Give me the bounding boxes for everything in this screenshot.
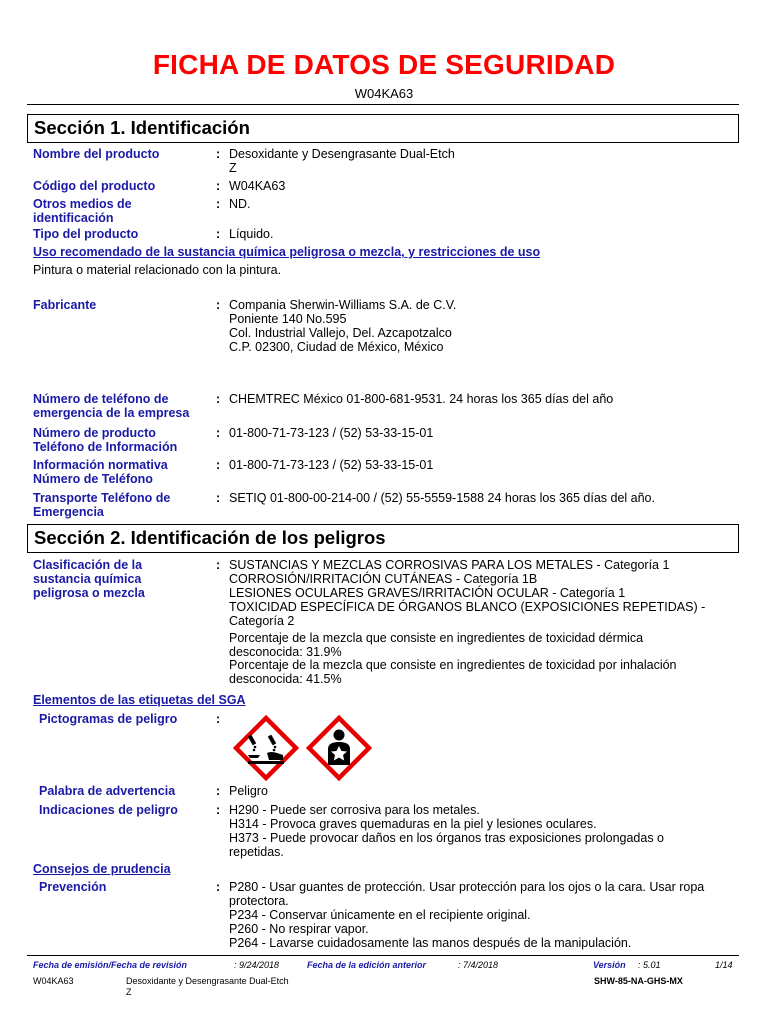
corrosion-icon — [233, 715, 299, 781]
issue-date-label: Fecha de emisión/Fecha de revisión — [33, 960, 188, 970]
info-phone-value: 01-800-71-73-123 / (52) 53-33-15-01 — [229, 426, 434, 440]
footer-divider — [27, 955, 739, 956]
version-value: : 5.01 — [638, 960, 661, 970]
colon: : — [216, 426, 221, 440]
colon: : — [216, 197, 221, 211]
classification-label: Clasificación de la sustancia química peligrosa o mezcla — [33, 558, 145, 600]
signal-word-value: Peligro — [229, 784, 268, 798]
previous-date-label: Fecha de la edición anterior — [307, 960, 427, 970]
footer-product-name: Desoxidante y Desengrasante Dual-Etch Z — [126, 976, 289, 997]
colon: : — [216, 392, 221, 406]
section-2-heading: Sección 2. Identificación de los peligros — [27, 524, 739, 553]
manufacturer-value: Compania Sherwin-Williams S.A. de C.V. Poniente 140 No.595 Col. Industrial Vallejo, Del. Azcapotzalco C.P. 02300, Ciudad de México, México — [229, 298, 457, 354]
header-divider — [27, 104, 739, 105]
document-title: FICHA DE DATOS DE SEGURIDAD — [152, 49, 616, 80]
colon: : — [216, 179, 221, 193]
colon: : — [216, 712, 221, 726]
product-name-label: Nombre del producto — [33, 147, 160, 161]
product-code-value: W04KA63 — [229, 179, 286, 193]
colon: : — [216, 784, 221, 798]
regulatory-phone-label: Información normativa Número de Teléfono — [33, 458, 168, 486]
product-type-label: Tipo del producto — [33, 227, 139, 241]
recommended-use-text: Pintura o material relacionado con la pintura. — [33, 263, 282, 277]
prevention-value: P280 - Usar guantes de protección. Usar protección para los ojos o la cara. Usar ropa protectora. P234 - Conservar únicamente en el recipiente original. P260 - No respirar vapor. P264 - Lavarse cuidadosamente las manos después de la manipulación. — [229, 880, 705, 950]
prevention-label: Prevención — [39, 880, 107, 894]
health-hazard-icon — [306, 715, 372, 781]
product-name-value: Desoxidante y Desengrasante Dual-Etch Z — [229, 147, 455, 175]
hazard-statements-label: Indicaciones de peligro — [39, 803, 178, 817]
section-1-heading: Sección 1. Identificación — [27, 114, 739, 143]
dermal-toxicity-text: Porcentaje de la mezcla que consiste en ingredientes de toxicidad dérmica desconocida: 31.9% — [229, 631, 644, 659]
footer-document-id: SHW-85-NA-GHS-MX — [594, 976, 683, 986]
info-phone-label: Número de producto Teléfono de Información — [33, 426, 178, 454]
emergency-phone-value: CHEMTREC México 01-800-681-9531. 24 horas los 365 días del año — [229, 392, 614, 406]
colon: : — [216, 298, 221, 312]
footer-code: W04KA63 — [33, 976, 74, 986]
product-code-label: Código del producto — [33, 179, 156, 193]
colon: : — [216, 880, 221, 894]
colon: : — [216, 458, 221, 472]
transport-phone-value: SETIQ 01-800-00-214-00 / (52) 55-5559-1588 24 horas los 365 días del año. — [229, 491, 655, 505]
colon: : — [216, 147, 221, 161]
emergency-phone-label: Número de teléfono de emergencia de la empresa — [33, 392, 190, 420]
issue-date-value: : 9/24/2018 — [234, 960, 280, 970]
previous-date-value: : 7/4/2018 — [458, 960, 499, 970]
recommended-use-heading: Uso recomendado de la sustancia química peligrosa o mezcla, y restricciones de uso — [33, 245, 541, 259]
other-identification-value: ND. — [229, 197, 251, 211]
colon: : — [216, 227, 221, 241]
hazard-statements-value: H290 - Puede ser corrosiva para los metales. H314 - Provoca graves quemaduras en la piel y lesiones oculares. H373 - Puede provocar daños en los órganos tras exposiciones prolongadas o repetidas. — [229, 803, 664, 859]
version-label: Versión — [593, 960, 626, 970]
pictograms-label: Pictogramas de peligro — [39, 712, 178, 726]
precautionary-heading: Consejos de prudencia — [33, 862, 171, 876]
signal-word-label: Palabra de advertencia — [39, 784, 176, 798]
document-code: W04KA63 — [354, 86, 414, 101]
transport-phone-label: Transporte Teléfono de Emergencia — [33, 491, 171, 519]
manufacturer-label: Fabricante — [33, 298, 97, 312]
product-type-value: Líquido. — [229, 227, 274, 241]
inhalation-toxicity-text: Porcentaje de la mezcla que consiste en ingredientes de toxicidad por inhalación desconocida: 41.5% — [229, 658, 677, 686]
page-number: 1/14 — [715, 960, 733, 970]
colon: : — [216, 558, 221, 572]
colon: : — [216, 491, 221, 505]
label-elements-heading: Elementos de las etiquetas del SGA — [33, 693, 246, 707]
colon: : — [216, 803, 221, 817]
classification-value: SUSTANCIAS Y MEZCLAS CORROSIVAS PARA LOS METALES - Categoría 1 CORROSIÓN/IRRITACIÓN CUTÁNEAS - Categoría 1B LESIONES OCULARES GRAVES/IRRITACIÓN OCULAR - Categoría 1 TOXICIDAD ESPECÍFICA DE ÓRGANOS BLANCO (EXPOSICIONES REPETIDAS) - Categoría 2 — [229, 558, 706, 628]
regulatory-phone-value: 01-800-71-73-123 / (52) 53-33-15-01 — [229, 458, 434, 472]
other-identification-label: Otros medios de identificación — [33, 197, 132, 225]
